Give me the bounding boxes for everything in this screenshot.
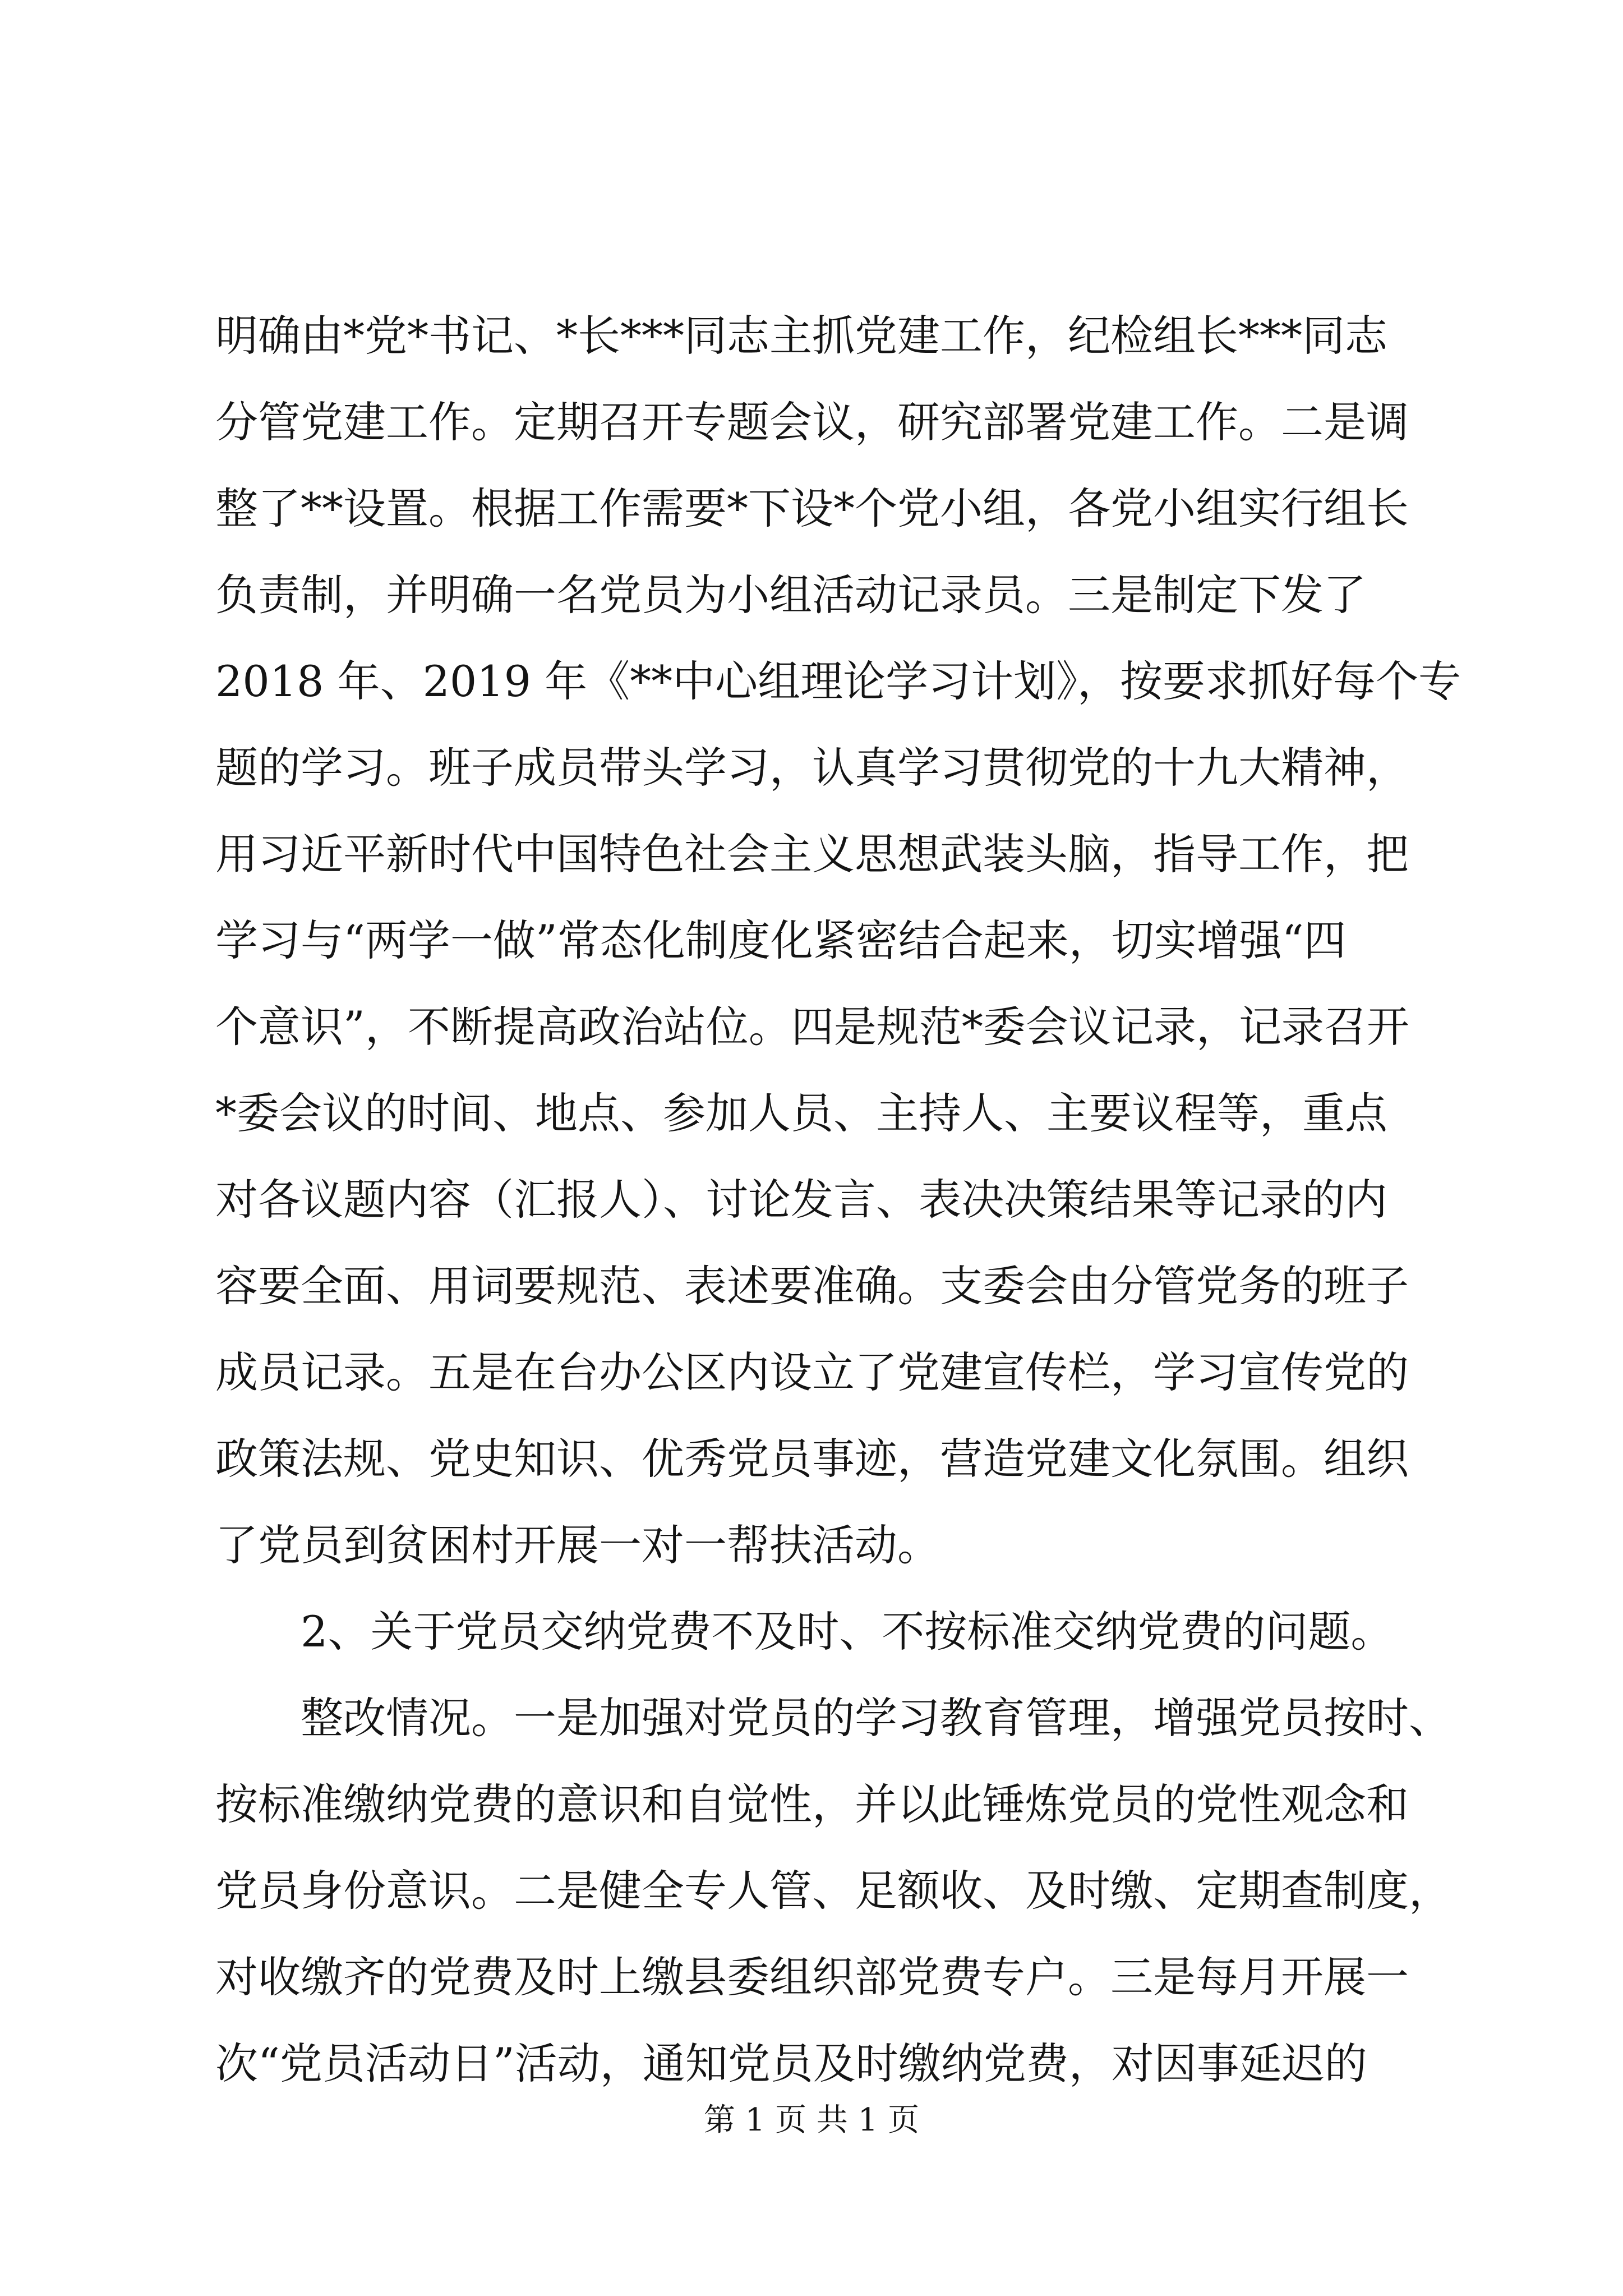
text-line: 次“党员活动日”活动，通知党员及时缴纳党费，对因事延迟的 [215,2039,1367,2088]
section-heading: 2、关于党员交纳党费不及时、不按标准交纳党费的问题。 [301,1607,1394,1657]
text-line: 按标准缴纳党费的意识和自觉性，并以此锤炼党员的党性观念和 [215,1779,1409,1829]
text-line: 明确由*党*书记、*长***同志主抓党建工作，纪检组长***同志 [215,311,1387,361]
text-line: 整改情况。一是加强对党员的学习教育管理，增强党员按时、 [301,1693,1451,1743]
text-line: 整了**设置。根据工作需要*下设*个党小组，各党小组实行组长 [215,484,1409,533]
text-line: 用习近平新时代中国特色社会主义思想武装头脑，指导工作，把 [215,829,1409,879]
text-line: 容要全面、用词要规范、表述要准确。支委会由分管党务的班子 [215,1261,1409,1311]
text-line: 分管党建工作。定期召开专题会议，研究部署党建工作。二是调 [215,397,1409,447]
text-line: 成员记录。五是在台办公区内设立了党建宣传栏，学习宣传党的 [215,1347,1409,1397]
text-line: 党员身份意识。二是健全专人管、足额收、及时缴、定期查制度， [215,1866,1451,1916]
text-line: 2018 年、2019 年《**中心组理论学习计划》，按要求抓好每个专 [215,656,1461,706]
text-line: 对收缴齐的党费及时上缴县委组织部党费专户。三是每月开展一 [215,1952,1409,2002]
text-line: 题的学习。班子成员带头学习，认真学习贯彻党的十九大精神， [215,743,1409,793]
text-line: 负责制，并明确一名党员为小组活动记录员。三是制定下发了 [215,570,1366,620]
body-text [215,293,1461,2107]
text-line: *委会议的时间、地点、参加人员、主持人、主要议程等，重点 [215,1088,1387,1138]
text-line: 了党员到贫困村开展一对一帮扶活动。 [215,1520,940,1570]
text-line: 政策法规、党史知识、优秀党员事迹，营造党建文化氛围。组织 [215,1434,1409,1484]
text-line: 学习与“两学一做”常态化制度化紧密结合起来，切实增强“四 [215,915,1347,965]
text-line: 个意识”，不断提高政治站位。四是规范*委会议记录，记录召开 [215,1002,1409,1052]
page-footer: 第 1 页 共 1 页 [703,2102,920,2138]
text-line: 对各议题内容（汇报人）、讨论发言、表决决策结果等记录的内 [215,1175,1387,1225]
